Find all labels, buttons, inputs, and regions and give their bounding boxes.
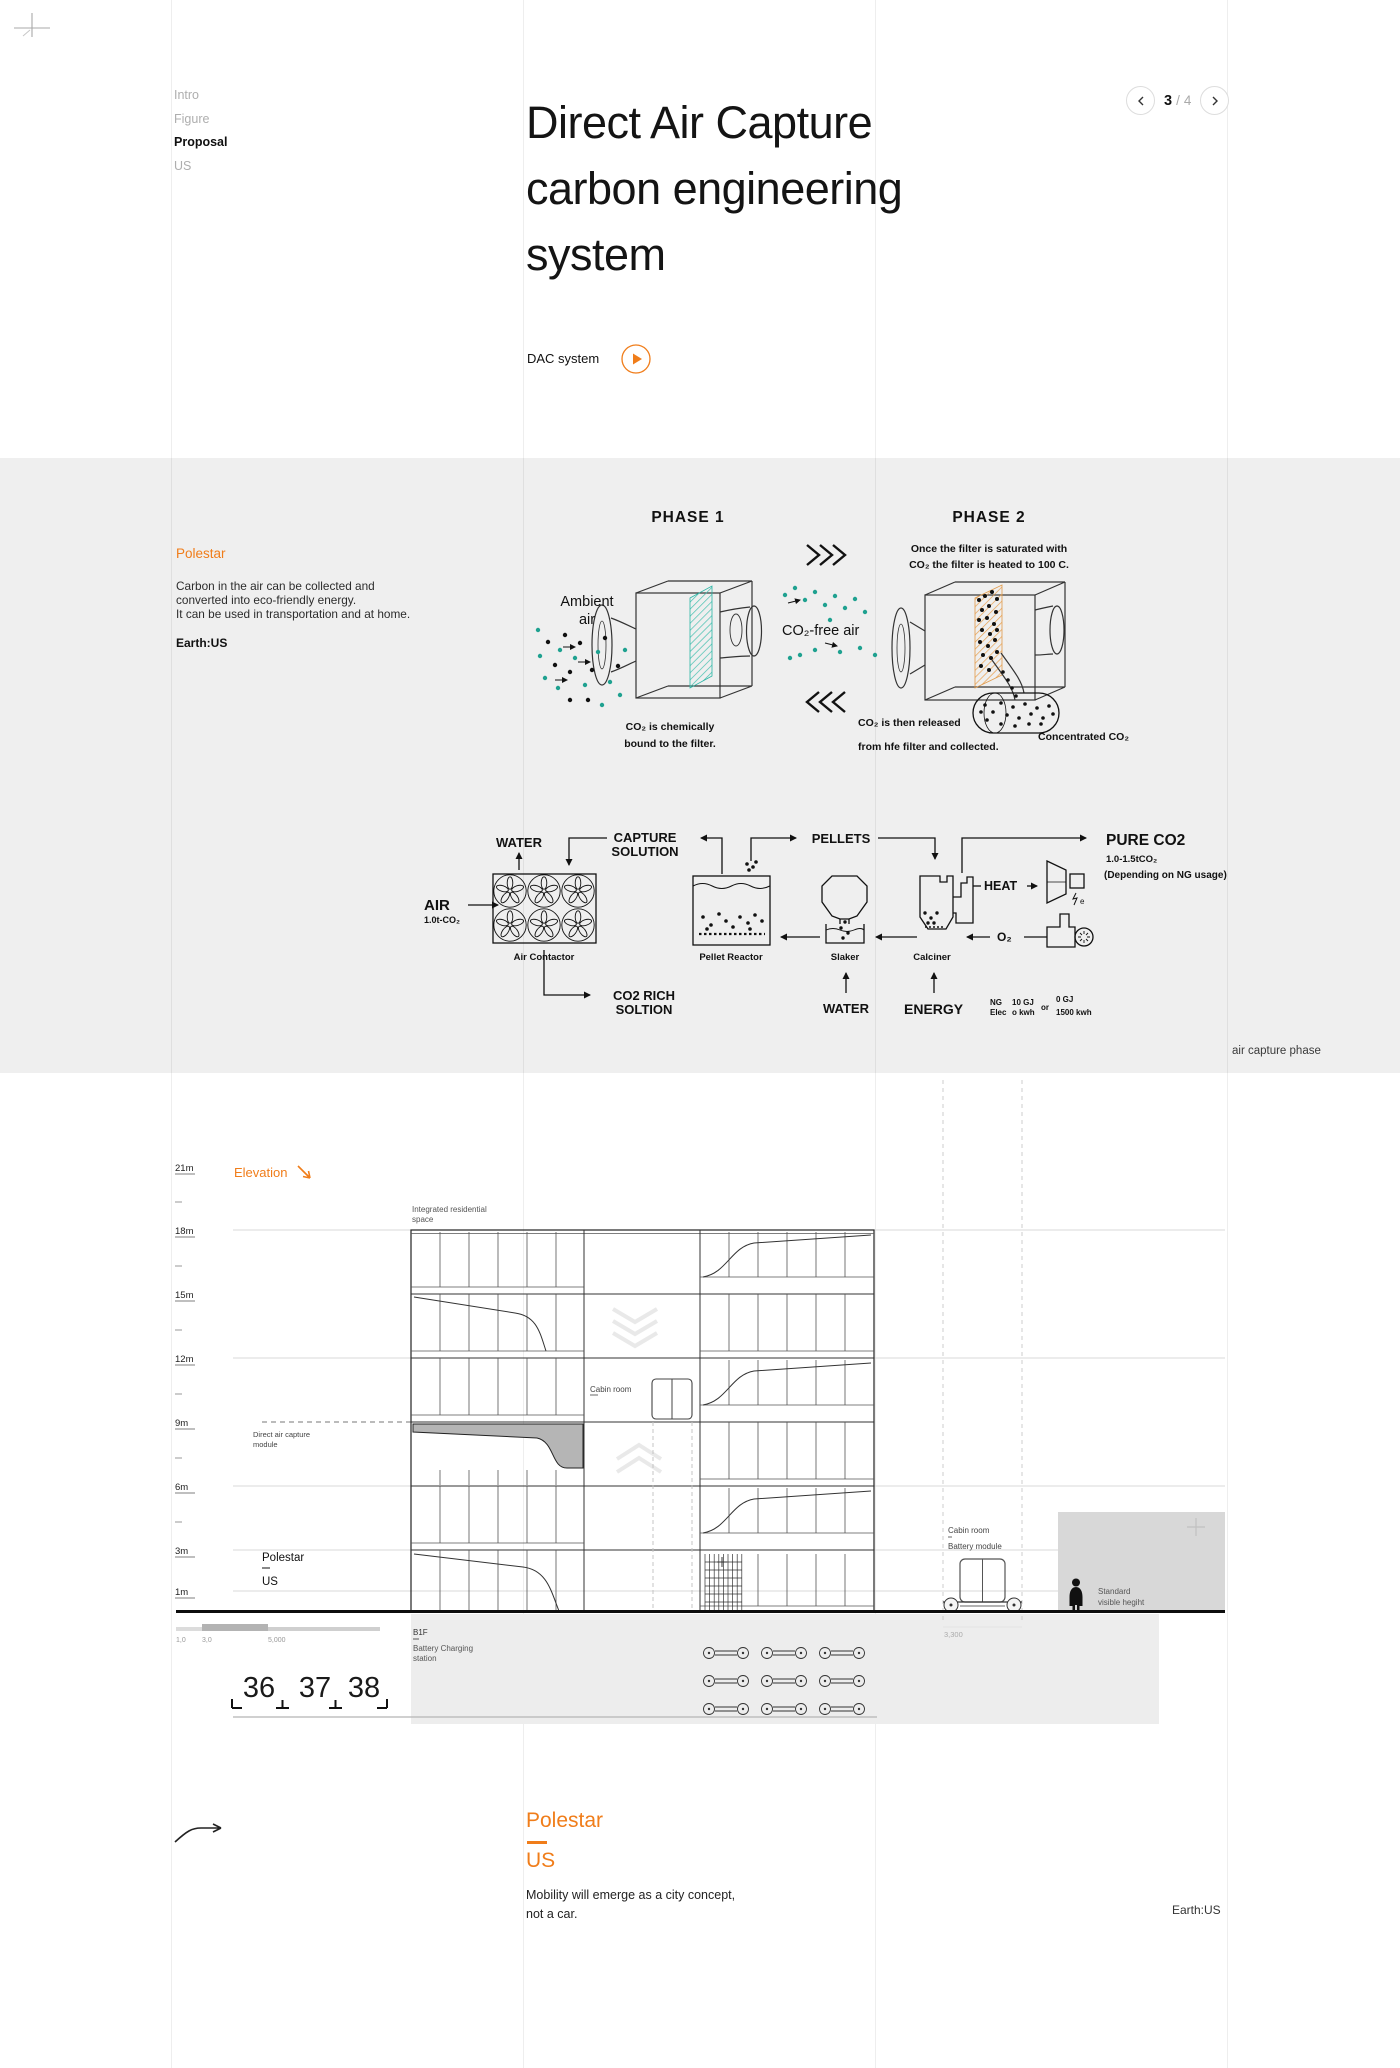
footer-earth: Earth:US [1172, 1903, 1221, 1917]
energy-gj10: 10 GJ [1012, 998, 1034, 1007]
scale-1m: 1m [175, 1587, 189, 1598]
title-line-3: system [526, 229, 666, 280]
section-us: US [262, 1576, 278, 1588]
phase1-title: PHASE 1 [651, 509, 725, 526]
grid-line-1 [171, 0, 172, 2068]
phase2-outlet [1035, 606, 1064, 655]
compressor-icon [1047, 914, 1093, 947]
forward-chevrons-icon [807, 545, 845, 565]
slaker [822, 876, 867, 943]
arrow-down-right-icon [298, 1166, 310, 1178]
pure-co2-label: PURE CO2 [1106, 832, 1186, 849]
energy-elec: Elec [990, 1008, 1007, 1017]
intro-line-2: converted into eco-friendly energy. [176, 593, 357, 607]
standing-height-box [1058, 1512, 1225, 1612]
footer-dash [527, 1841, 547, 1844]
intake-funnel [592, 605, 636, 685]
grid-line-3 [875, 0, 876, 2068]
footer-line-2: not a car. [526, 1907, 578, 1921]
phase2-funnel [892, 608, 925, 688]
nav-item-figure[interactable]: Figure [174, 111, 210, 126]
process-flow-diagram [420, 817, 1250, 1030]
section-polestar: Polestar [262, 1552, 305, 1564]
free-air-label: CO₂-free air [782, 623, 860, 639]
play-icon [633, 354, 642, 365]
nav-item-proposal[interactable]: Proposal [174, 135, 228, 149]
water-bottom-label: WATER [823, 1001, 869, 1016]
intro-line-3: It can be used in transportation and at home. [176, 607, 411, 621]
ramp-curves [414, 1235, 871, 1611]
battery-module-label: Battery module [948, 1542, 1002, 1551]
band-caption: air capture phase [1232, 1045, 1321, 1057]
o2-label: O₂ [997, 930, 1012, 944]
scalebar-1: 1,0 [176, 1637, 186, 1644]
meter-scale [175, 1163, 195, 1598]
charging-label-1: Battery Charging [413, 1644, 474, 1653]
standard-height-label-2: visible hegiht [1098, 1598, 1145, 1607]
nav-item-intro[interactable]: Intro [174, 88, 200, 102]
intro-earth: Earth:US [176, 636, 228, 650]
charging-label-2: station [413, 1654, 437, 1663]
window-mullions-left [440, 1232, 556, 1610]
concentrated-co2-label: Concentrated CO₂ [1038, 731, 1130, 743]
ambient-air-dots [536, 628, 627, 707]
outlet-funnel [720, 606, 762, 658]
title-line-2: carbon engineering [526, 163, 903, 214]
pipe-dots [1001, 670, 1018, 698]
footer-line-1: Mobility will emerge as a city concept, [526, 1888, 736, 1902]
title-line-1: Direct Air Capture [526, 97, 873, 148]
phase1-caption-2: bound to the filter. [624, 738, 716, 750]
dac-module-label-2: module [253, 1440, 278, 1449]
pellet-reactor [693, 860, 770, 945]
building [411, 1230, 874, 1612]
elevation-label[interactable]: Elevation [234, 1165, 288, 1180]
capture-label-1: CAPTURE [613, 830, 677, 845]
pellets-label: PELLETS [811, 831, 871, 846]
play-button[interactable] [620, 343, 652, 375]
phase2-title: PHASE 2 [952, 509, 1026, 526]
pellet-reactor-label: Pellet Reactor [699, 952, 763, 963]
energy-kwh1500: 1500 kwh [1056, 1008, 1092, 1017]
footer-us: US [526, 1849, 556, 1872]
phase2-note-1: Once the filter is saturated with [910, 543, 1068, 555]
phase2-caption-2: from hfe filter and collected. [858, 741, 999, 753]
flow-connectors [468, 838, 1086, 995]
grid-number-36: 36 [242, 1672, 276, 1704]
rich-label-1: CO2 RICH [612, 988, 676, 1003]
scale-18m: 18m [175, 1226, 194, 1237]
pure-co2-note: (Depending on NG usage) [1104, 870, 1227, 881]
dac-module-ramp [413, 1424, 583, 1468]
nav-item-us[interactable]: US [174, 158, 192, 173]
grid-line-4 [1227, 0, 1228, 2068]
ambient-air-label-2: air [578, 612, 596, 628]
phase1-caption-1: CO₂ is chemically [625, 721, 715, 733]
standard-height-label-1: Standard [1098, 1587, 1131, 1596]
energy-ng: NG [990, 998, 1002, 1007]
scale-9m: 9m [175, 1418, 189, 1429]
pure-co2-amount: 1.0-1.5tCO₂ [1106, 854, 1158, 865]
scale-3m: 3m [175, 1546, 189, 1557]
water-top-label: WATER [496, 835, 542, 850]
footer-body [526, 1886, 735, 1924]
chevrons-up-watermark [617, 1445, 661, 1472]
turbine-e-label: e [1080, 897, 1085, 906]
heat-label: HEAT [984, 879, 1018, 893]
energy-gj0: 0 GJ [1056, 995, 1074, 1004]
crosshair-icon [10, 6, 56, 48]
ambient-air-label-1: Ambient [560, 594, 614, 610]
slaker-label: Slaker [830, 952, 860, 963]
air-sub-label: 1.0t-CO₂ [424, 915, 461, 925]
intro-body [176, 579, 410, 621]
video-label: DAC system [527, 351, 600, 366]
b1f-label: B1F [413, 1628, 428, 1637]
calciner [920, 876, 973, 929]
scale-12m: 12m [175, 1354, 194, 1365]
cabin-shaft-lines [653, 1422, 692, 1612]
footer-brand: Polestar [526, 1809, 604, 1832]
co2-cylinder [973, 693, 1059, 733]
stairs [705, 1554, 742, 1610]
pager-current: 3 [1164, 92, 1173, 109]
vehicle-area [943, 1080, 1022, 1639]
energy-or: or [1041, 1003, 1049, 1012]
pager-separator: / [1176, 92, 1180, 108]
pager [1126, 86, 1229, 115]
scale-bar [176, 1624, 380, 1644]
dimension-value: 3,300 [944, 1630, 963, 1639]
scale-15m: 15m [175, 1290, 194, 1301]
grid-number-37: 37 [298, 1672, 332, 1704]
energy-kwh0: o kwh [1012, 1008, 1035, 1017]
grid-line-2 [523, 0, 524, 2068]
pager-next-button[interactable] [1200, 86, 1229, 115]
scalebar-2: 3,0 [202, 1637, 212, 1644]
elevation-drawing [165, 1075, 1240, 1740]
chevron-left-icon [1136, 96, 1146, 106]
air-contactor [493, 874, 596, 943]
energy-label: ENERGY [904, 1001, 964, 1017]
backward-chevrons-icon [807, 692, 845, 712]
phase2-caption-1: CO₂ is then released [858, 717, 961, 729]
rich-label-2: SOLTION [615, 1002, 673, 1017]
turbine-icon [1047, 861, 1084, 905]
pager-prev-button[interactable] [1126, 86, 1155, 115]
side-nav [174, 84, 228, 178]
scalebar-3: 5,000 [268, 1637, 286, 1644]
page-title [526, 90, 902, 288]
scale-21m: 21m [175, 1163, 194, 1174]
pager-total: 4 [1183, 92, 1192, 108]
phase2-diagram [855, 500, 1230, 770]
vehicle-cabin-label: Cabin room [948, 1526, 990, 1535]
cabin-room-label: Cabin room [590, 1385, 632, 1394]
phase2-note-2: CO₂ the filter is heated to 100 C. [909, 559, 1069, 571]
dac-module-label-1: Direct air capture [253, 1430, 311, 1439]
phase1-diagram [530, 500, 900, 760]
scale-6m: 6m [175, 1482, 189, 1493]
pager-count [1164, 93, 1191, 109]
phase1-filter-plane [690, 586, 712, 688]
residential-label-2: space [412, 1215, 434, 1224]
chevron-right-icon [1210, 96, 1220, 106]
chevrons-down-watermark [613, 1309, 657, 1346]
capture-label-2: SOLUTION [611, 844, 679, 859]
calciner-label: Calciner [913, 952, 951, 963]
air-contactor-label: Air Contactor [513, 952, 575, 963]
next-arrow-icon[interactable] [165, 1800, 235, 1850]
intro-brand: Polestar [176, 546, 226, 561]
intro-line-1: Carbon in the air can be collected and [176, 579, 375, 593]
residential-label-1: Integrated residential [412, 1205, 487, 1214]
ground-line [176, 1610, 1225, 1613]
air-label: AIR [424, 897, 450, 914]
basement-strip [411, 1614, 1159, 1724]
grid-number-38: 38 [347, 1672, 381, 1704]
